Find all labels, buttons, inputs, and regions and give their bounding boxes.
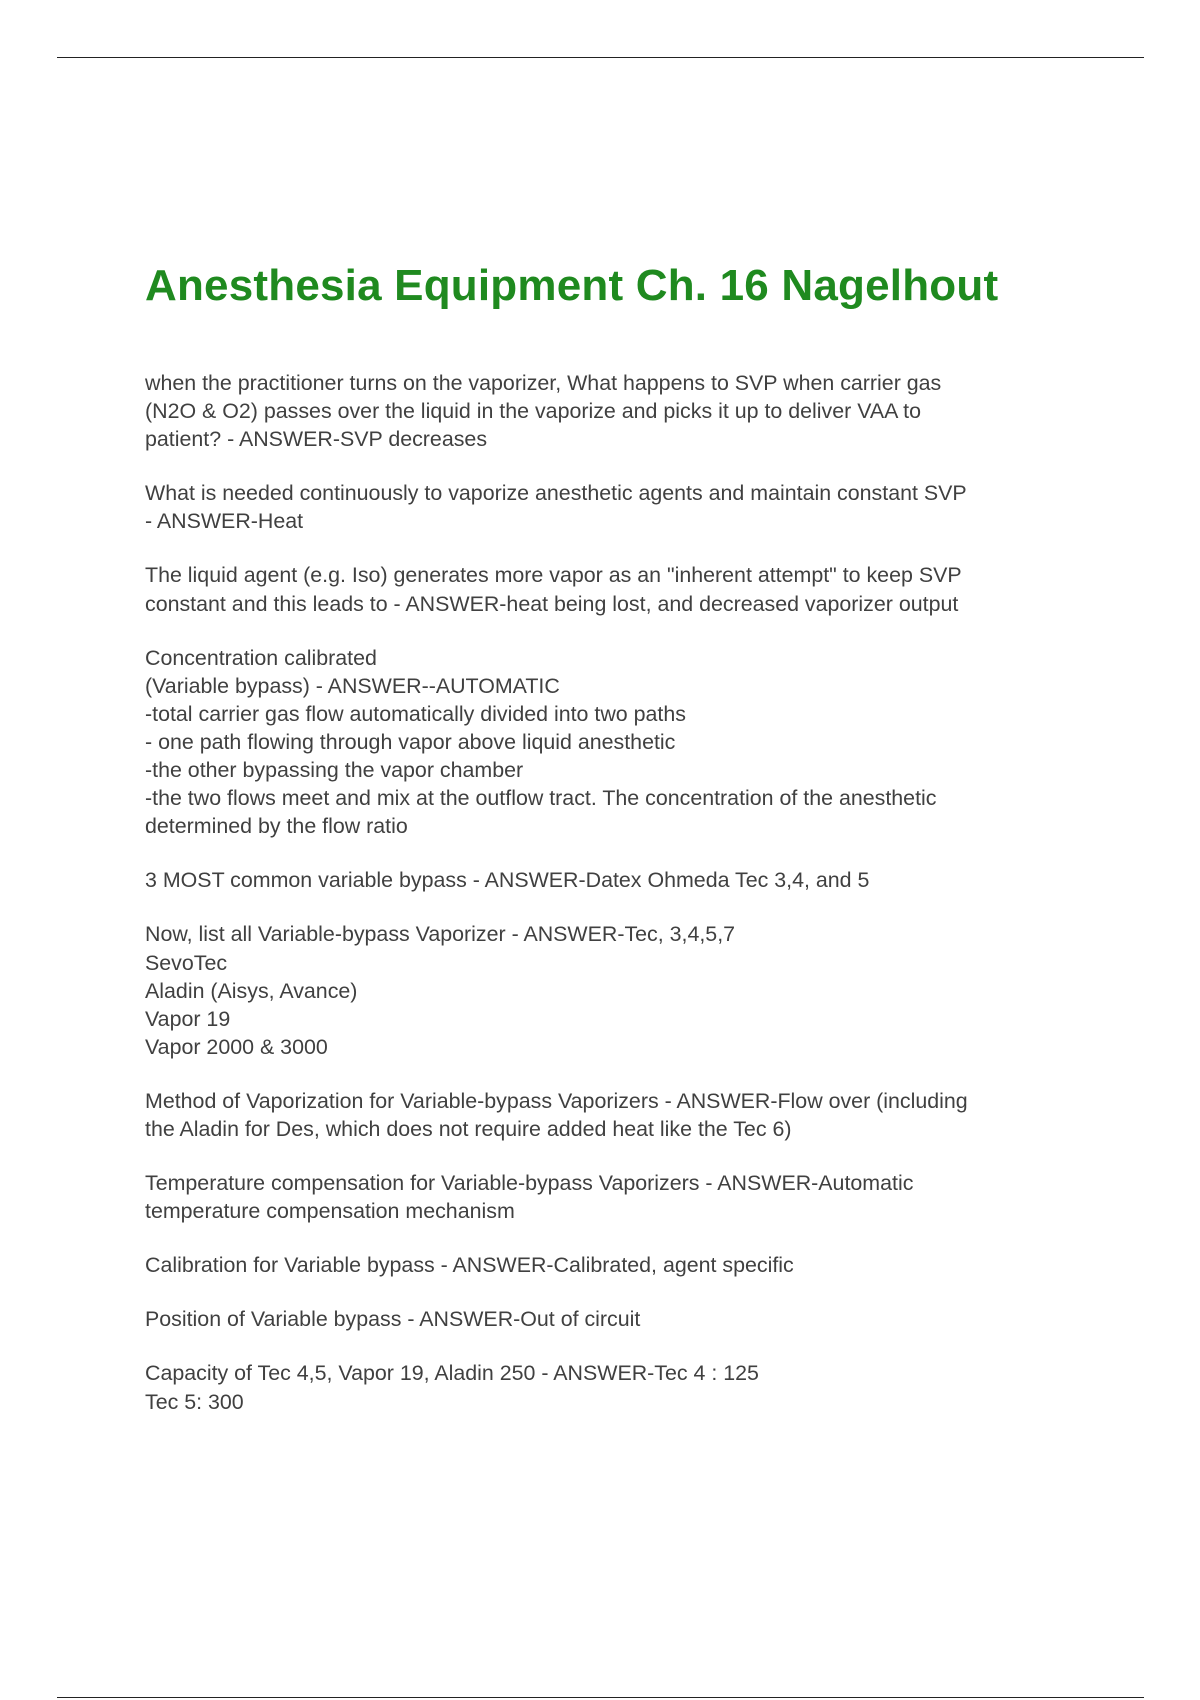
qa-item: Temperature compensation for Variable-bypass Vaporizers - ANSWER-Automatic temperature compensation mechanism xyxy=(145,1171,914,1224)
qa-item: Position of Variable bypass - ANSWER-Out of circuit xyxy=(145,1307,641,1332)
qa-item: Concentration calibrated (Variable bypass) - ANSWER--AUTOMATIC -total carrier gas flow automatically divided into two paths - one path flowing through vapor above liquid anesthetic -the other bypassing the vapor chamber -the two flows meet and mix at the outflow tract. The concentration of the anesthetic determined by the flow ratio xyxy=(145,645,937,839)
qa-item: The liquid agent (e.g. Iso) generates more vapor as an "inherent attempt" to keep SVP constant and this leads to - ANSWER-heat being lost, and decreased vaporizer output xyxy=(145,563,962,616)
qa-item: Now, list all Variable-bypass Vaporizer - ANSWER-Tec, 3,4,5,7 SevoTec Aladin (Aisys, Avance) Vapor 19 Vapor 2000 & 3000 xyxy=(145,922,736,1059)
document-title: Anesthesia Equipment Ch. 16 Nagelhout xyxy=(145,261,999,310)
qa-item: when the practitioner turns on the vaporizer, What happens to SVP when carrier gas (N2O & O2) passes over the liquid in the vaporize and picks it up to deliver VAA to patient? - ANSWER-SVP decreases xyxy=(145,371,942,452)
qa-item: Method of Vaporization for Variable-bypass Vaporizers - ANSWER-Flow over (including the Aladin for Des, which does not require added heat like the Tec 6) xyxy=(145,1088,968,1141)
header-rule xyxy=(57,57,1144,58)
qa-item: Capacity of Tec 4,5, Vapor 19, Aladin 250 - ANSWER-Tec 4 : 125 Tec 5: 300 xyxy=(145,1361,759,1414)
footer-rule xyxy=(57,1697,1144,1698)
qa-item: What is needed continuously to vaporize anesthetic agents and maintain constant SVP - ANSWER-Heat xyxy=(145,481,967,534)
qa-list xyxy=(145,369,1095,1442)
qa-item: Calibration for Variable bypass - ANSWER-Calibrated, agent specific xyxy=(145,1253,794,1278)
qa-item: 3 MOST common variable bypass - ANSWER-Datex Ohmeda Tec 3,4, and 5 xyxy=(145,868,870,893)
